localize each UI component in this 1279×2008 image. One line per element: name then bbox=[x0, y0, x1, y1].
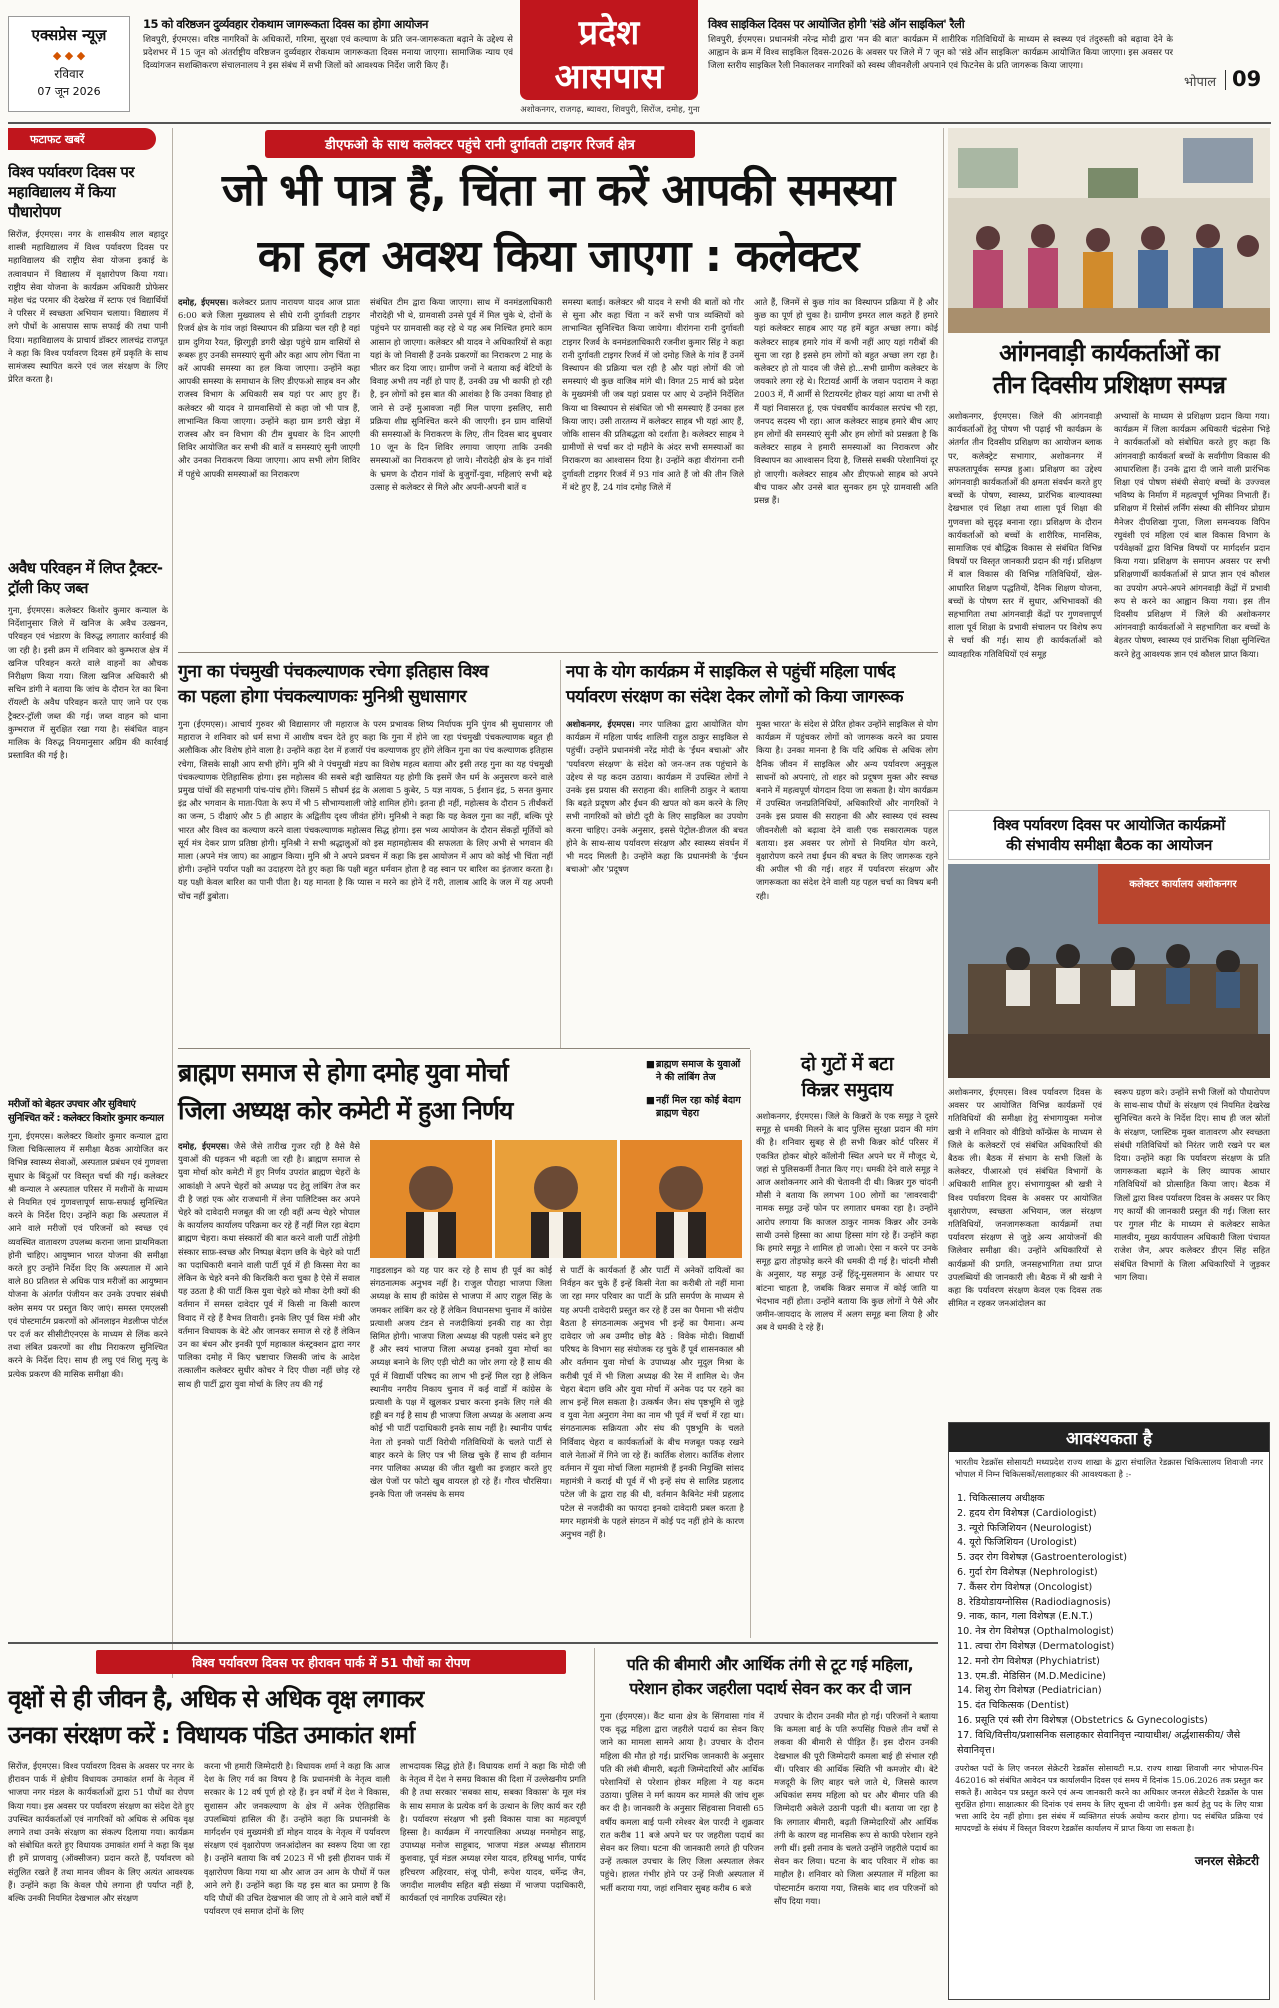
guna-rule bbox=[560, 660, 561, 1048]
brahmin-dateline: दमोह, ईएमएस। bbox=[178, 1141, 230, 1151]
brand-box bbox=[8, 16, 130, 112]
anganwadi-photo bbox=[948, 128, 1270, 333]
classified-box bbox=[948, 1422, 1270, 2000]
lead-headline-1: जो भी पात्र हैं, चिंता ना करें आपकी समस्या bbox=[221, 165, 895, 216]
classified-intro: भारतीय रेडक्रॉस सोसायटी मध्यप्रदेश राज्य शाखा के द्वारा संचालित रेडक्रास चिकित्सालय शिवाजी नगर भोपाल में निम्न चिकित्सकों/सलाहकार की आवश्यकता है :- bbox=[955, 1457, 1263, 1479]
page-number: 09 bbox=[1232, 67, 1262, 91]
masthead-rule bbox=[8, 122, 1271, 124]
list-item: 8. रेडियोडायग्नोसिस (Radiodiagnosis) bbox=[957, 1596, 1111, 1608]
lead-kicker bbox=[265, 130, 695, 158]
review-photo bbox=[948, 864, 1270, 1078]
lead-col1-text: कलेक्टर प्रताप नारायण यादव आज प्रातः 6:00 बजे जिला मुख्यालय से सीधे रानी दुर्गावती टाइगर रिजर्व क्षेत्र के गांव जहां विस्थापन की प्रक्रिया चल रही है वहां ग्राम दुगिया रैयत, झिरगुड़ी डगरी खेड़ा पहुंचे ग्राम वासियों से रूबरू हुए उनकी समस्याएं सुनी और कहा आप लोग चिंता ना करें आपकी समस्या का हल किया जाएगा। उन्होंने कहा आपकी समस्या के समाधान के लिए डीएफओ साहब वन और राजस्व विभाग के अधिकारी सब यहां पर आए हुए हैं। कलेक्टर श्री यादव ने ग्रामवासियों से कहा जो भी पात्र हैं, लाभान्वित किया जाएगा। उन्होंने कहा ग्राम डगरी खेड़ा में राजस्व और वन विभाग की टीम बुधवार के दिन आएगी शिविर आयोजित कर सभी की बातें व समस्याएं सुनी जाएगी और उनका निराकरण किया जाएगा। आप सभी लोग शिविर में पहुंचे आपकी समस्याओं का निराकरण bbox=[178, 297, 360, 479]
sidebar bbox=[8, 128, 168, 1678]
lead-dateline: दमोह, ईएमएस। bbox=[178, 297, 229, 307]
list-item: 7. कैंसर रोग विशेषज्ञ (Oncologist) bbox=[957, 1581, 1093, 1593]
brief-cycle-rally bbox=[708, 16, 1173, 112]
tree-rule bbox=[594, 1648, 595, 2000]
list-item: 15. दंत चिकित्सक (Dentist) bbox=[957, 1700, 1070, 1712]
portrait-photos bbox=[370, 1140, 742, 1258]
brahmin-col1-text: जैसे जैसे तारीख गुजर रही है वैसे वैसे युवाओं की धड़कन भी बढ़ती जा रही है। ब्राह्मण समाज से युवा मोर्चा कोर कमेटी में हुए निर्णय उपरांत ब्राह्मण चेहरों के आकांक्षी ने अपने चेहरों को अध्यक्ष पद हेतु लांबिंग तेज कर दी है जहां एक ओर राजधानी में लेना पालिटिक्स कर अपने चेहरे को दावेदारी मजबूत की जा रही वहीं अन्य चेहरे भोपाल के कार्यालय कार्यालय परिक्रमा कर रहे हैं नहीं मिल रहा बेदाग ब्राह्मण चेहरा। कथा संस्कारों की बात करने वाली पार्टी तोड़ेगी संस्कार साफ़-स्वच्छ और निष्पक्ष बेदाग छवि के चेहरे को पार्टी का पदाधिकारी बनाने वाली पार्टी पूर्व में ही किस्सा मेरा का लेकिन के चेहरे बनने की किरकिरी करा चुका है ऐसे में सवाल यह उठता है की पार्टी किस युवा चेहरे को मौका देगी क्यों की वर्तमान में समस्त दावेदार पूर्व में किसी ना किसी कारण विवाद में रहे हैं वैभव तिवारी। इनके लिए पूर्व विस मंत्री और वर्तमान विधायक के बेटे और जानकर समाज से रहे हैं लेकिन उन का बंधन और इनकी पूर्ण महाकाल कंस्ट्रक्शन द्वारा नगर पालिका दमोह में किए भ्रष्टाचार जिसकी जांच के आदेश तत्कालीन कलेक्टर सुधीर कोचर ने दिए पीछा नहीं छोड़ रहे साथ ही पार्टी द्वारा युवा मोर्चा के लिए तय की गई bbox=[178, 1141, 360, 1389]
list-item: 12. मनो रोग विशेषज्ञ (Phychiatrist) bbox=[957, 1655, 1100, 1667]
tree-headline-1: वृक्षों से ही जीवन है, अधिक से अधिक वृक्ष लगाकर bbox=[8, 1685, 424, 1713]
section-title-line2: आसपास bbox=[554, 57, 664, 97]
section-title-box bbox=[520, 0, 698, 118]
kinnar-headline-2: किन्नर समुदाय bbox=[801, 1079, 893, 1101]
anganwadi-headline-2: तीन दिवसीय प्रशिक्षण सम्पन्न bbox=[993, 371, 1225, 399]
husband-headline-2: परेशान होकर जहरीला पदार्थ सेवन कर कर दी जान bbox=[629, 1679, 911, 1698]
list-item: 9. नाक, कान, गला विशेषज्ञ (E.N.T.) bbox=[957, 1611, 1093, 1623]
husband-headline-1: पति की बीमारी और आर्थिक तंगी से टूट गई महिला, bbox=[626, 1655, 914, 1674]
brief-body: शिवपुरी, ईएमएस। प्रधानमंत्री नरेन्द्र मोदी द्वारा 'मन की बात' कार्यक्रम में शारीरिक गतिविधियों के माध्यम से स्वस्थ्य एवं तंदुरुस्ती को बढ़ावा देने के आह्वान के क्रम में विश्व साइकिल दिवस-2026 के अवसर पर जिले में 7 जून को 'संडे ऑन साइकिल' कार्यक्रम आयोजित किया जाएगा। इस अवसर पर जिला स्तरीय साइकिल रैली निकालकर नागरिकों को स्वस्थ जीवनशैली अपनाने एवं फिटनेस के प्रति जागरूक किया जाएगा। bbox=[708, 35, 1173, 71]
list-item: 11. त्वचा रोग विशेषज्ञ (Dermatologist) bbox=[957, 1640, 1115, 1652]
brahmin-sidebar bbox=[646, 1058, 746, 1120]
brief-body: शिवपुरी, ईएमएस। वरिष्ठ नागरिकों के अधिकारों, गरिमा, सुरक्षा एवं कल्याण के प्रति जन-जागरूकता बढ़ाने के उद्देश्य से प्रदेशभर में 15 जून को अंतर्राष्ट्रीय वरिष्ठजन दुर्व्यवहार रोकथाम जागरूकता दिवस मनाया जाएगा। सामाजिक न्याय एवं दिव्यांगजन सशक्तिकरण संचालनालय ने इस संबंध में सभी जिलों को आवश्यक निर्देश जारी किए हैं। bbox=[143, 35, 513, 71]
brand-date: 07 जून 2026 bbox=[37, 85, 101, 98]
page-city: भोपाल bbox=[1184, 75, 1217, 90]
guna-headline-2: का पहला होगा पंचकल्याणकः मुनिश्री सुधासागर bbox=[178, 687, 467, 707]
brand-name: एक्सप्रेस न्यूज़ bbox=[31, 26, 107, 44]
mid-rule bbox=[178, 1048, 750, 1049]
classified-signature: जनरल सेक्रेटरी bbox=[1194, 1854, 1259, 1869]
classified-list bbox=[949, 1492, 1269, 1758]
bullet-icon: ■ bbox=[646, 1059, 655, 1070]
brief-headline: 15 को वरिष्ठजन दुर्व्यवहार रोकथाम जागरूकता दिवस का होगा आयोजन bbox=[143, 17, 428, 31]
lead-col-2: संबंधित टीम द्वारा किया जाएगा। साथ में वनमंडलाधिकारी नौरादेही भी थे, ग्रामवासी उनसे पूर्व में मिल चुके थे, दोनों के पहुंचने पर ग्रामवासी कह रहे थे यह अब निश्चित हमारे काम आसान हो जाएगा। कलेक्टर श्री यादव ने अधिकारियों से कहा यहां के जो निवासी हैं उनके प्रकरणों का निराकरण 2 माह के भीतर कर दिया जाए। ग्रामीण जनों ने बताया कई बेटियों के विवाह अभी तय नहीं हो पाए हैं, उनकी उम्र भी काफी हो रही है, इन लोगों को इस बात की आशंका है कि उनका विवाह हो जाने से उन्हें मुआवजा नहीं मिल पाएगा इसलिए, सारी प्रक्रिया शीघ्र सुनिश्चित करने की जाएगी। इन ग्राम वासियों की समस्याओं के निराकरण के लिए, तीन दिवस बाद बुधवार 10 जून के दिन शिविर लगाया जाएगा ताकि उनकी समस्याओं का निराकरण हो जाये। नौरादेही क्षेत्र के इन गांवों के भ्रमण के दौरान गांवों के बुजुर्गों-युवा, महिलाएं सभी बढ़े उत्साह से कलेक्टर से मिले और अपनी-अपनी बातें व bbox=[370, 297, 552, 492]
list-item: 2. हृदय रोग विशेषज्ञ (Cardiologist) bbox=[957, 1507, 1097, 1519]
tree-headline-2: उनका संरक्षण करें : विधायक पंडित उमाकांत शर्मा bbox=[8, 1721, 415, 1749]
list-item: 16. प्रसूति एवं स्त्री रोग विशेषज्ञ (Obstetrics & Gynecologists) bbox=[957, 1714, 1208, 1726]
tree-col-3: लाभदायक सिद्ध होते हैं। विधायक शर्मा ने कहा कि मोदी जी के नेतृत्व में देश ने समग्र विकास की दिशा में उल्लेखनीय प्रगति की है तथा सरकार 'सबका साथ, सबका विकास' के मूल मंत्र के साथ समाज के प्रत्येक वर्ग के उत्थान के लिए कार्य कर रही है। पर्यावरण संरक्षण भी इसी विकास यात्रा का महत्वपूर्ण हिस्सा है। कार्यक्रम में नगरपालिका अध्यक्ष मनमोहन साहू, उपाध्यक्ष मनोज साहूबाद, भाजपा मंडल अध्यक्ष सीताराम कुशवाह, पूर्व मंडल अध्यक्ष रमेश यादव, हरिबक्षु भार्गव, पार्षद हरिचरण अहिरवार, संजू पोनी, रूपेश यादव, धर्मेन्द्र जैन, जगदीश मालवीय सहित बड़ी संख्या में भाजपा पदाधिकारी, कार्यकर्ता एवं नागरिक उपस्थित रहे। bbox=[400, 1761, 586, 1904]
lead-kicker-text: डीएफओ के साथ कलेक्टर पहुंचे रानी दुर्गावती टाइगर रिजर्व क्षेत्र bbox=[325, 137, 635, 153]
tree-col-1: सिरोंज, ईएमएस। विश्व पर्यावरण दिवस के अवसर पर नगर के हीरावन पार्क में क्षेत्रीय विधायक उमाकांत शर्मा के नेतृत्व में भाजपा नगर मंडल के कार्यकर्ताओं द्वारा 51 पौधों का रोपण किया गया। इस अवसर पर पर्यावरण संरक्षण का संदेश देते हुए उपस्थित कार्यकर्ताओं एवं नागरिकों को अधिक से अधिक वृक्ष लगाने तथा उनके संरक्षण का संकल्प दिलाया गया। कार्यक्रम को संबोधित करते हुए विधायक उमाकांत शर्मा ने कहा कि वृक्ष ही हमें प्राणवायु (ऑक्सीजन) प्रदान करते हैं, पर्यावरण को संतुलित रखते हैं तथा मानव जीवन के लिए अत्यंत आवश्यक हैं। उन्होंने कहा कि केवल पौधे लगाना ही पर्याप्त नहीं है, बल्कि उनकी नियमित देखभाल और संरक्षण bbox=[8, 1761, 194, 1904]
brief-elder-abuse bbox=[143, 16, 513, 112]
anganwadi-headline-1: आंगनवाड़ी कार्यकर्ताओं का bbox=[999, 339, 1219, 367]
review-col-2: स्वरूप ग्रहण करे। उन्होंने सभी जिलों को पौधारोपण के साथ-साथ पौधों के संरक्षण एवं नियमित देखरेख सुनिश्चित करने के निर्देश दिए। साथ ही जल स्रोतों के संरक्षण, प्लास्टिक मुक्त वातावरण और स्वच्छता संबंधी गतिविधियों को निरंतर जारी रखने पर बल दिया। उन्होंने कहा कि पर्यावरण संरक्षण के प्रति जागरूकता बढ़ाने के लिए व्यापक आधार गतिविधियों को प्रोत्साहित किया जाए। बैठक में जिलों द्वारा विश्व पर्यावरण दिवस के अवसर पर किए गए कार्यों की जानकारी प्रस्तुत की गई। जिला स्तर पर गुगल मीट के माध्यम से कलेक्टर साकेत मालवीय, मुख्य कार्यपालन अधिकारी जिला पंचायत राजेश जैन, अपर कलेक्टर डीएन सिंह सहित संबंधित विभागों के जिला अधिकारियों ने जुड़कर भाग लिया। bbox=[1114, 1087, 1270, 1282]
husband-col-1: गुना (ईएमएस)। कैंट थाना क्षेत्र के सिंगवासा गांव में एक वृद्ध महिला द्वारा जहरीले पदार्थ का सेवन किए जाने का मामला सामने आया है। उपचार के दौरान महिला की मौत हो गई। प्रारंभिक जानकारी के अनुसार पति की लंबी बीमारी, बढ़ती जिम्मेदारियों और आर्थिक परेशानियों से परेशान होकर महिला ने यह कदम उठाया। पुलिस ने मर्ग कायम कर मामले की जांच शुरू कर दी है। जानकारी के अनुसार सिंहवासा निवासी 65 वर्षीय कमला बाई पत्नी रमेश्वर बेल पारदी ने शुक्रवार रात करीब 11 बजे अपने घर पर जहरीला पदार्थ का सेवन कर लिया। घटना की जानकारी लगते ही परिजन उन्हें तत्काल उपचार के लिए जिला अस्पताल लेकर पहुंचे। हालत गंभीर होने पर उन्हें निजी अस्पताल में भर्ती कराया गया, जहां शनिवार सुबह करीब 6 बजे bbox=[600, 1711, 764, 1893]
bullet-icon: ■ bbox=[646, 1095, 655, 1106]
diamond-icon: ◆ ◆ ◆ bbox=[52, 49, 86, 62]
lead-headline-2: का हल अवश्य किया जाएगा : कलेक्टर bbox=[257, 231, 859, 282]
list-item: 10. नेत्र रोग विशेषज्ञ (Opthalmologist) bbox=[957, 1626, 1114, 1638]
lead-bottom-rule bbox=[178, 652, 938, 653]
husband-col-2: उपचार के दौरान उनकी मौत हो गई। परिजनों ने बताया कि कमला बाई के पति रूपसिंह पिछले तीन वर्षों से लकवा की बीमारी से पीड़ित हैं। इस दौरान उनकी देखभाल की पूरी जिम्मेदारी कमला बाई ही संभाल रही थीं। परिवार की आर्थिक स्थिति भी कमजोर थी। बेटे मजदूरी के लिए बाहर चले जाते थे, जिससे कारण अधिकांश समय महिला को घर और बीमार पति की जिम्मेदारी अकेले उठानी पड़ती थी। बताया जा रहा है कि लगातार बीमारी, बढ़ती जिम्मेदारियों और आर्थिक तंगी के कारण वह मानसिक रूप से काफी परेशान रहने लगी थीं। इसी तनाव के चलते उन्होंने जहरीले पदार्थ का सेवन कर लिया। घटना के बाद परिवार में शोक का माहौल है। शनिवार को जिला अस्पताल में महिला का पोस्टमार्टम कराया गया, जिसके बाद शव परिजनों को सौंप दिया गया। bbox=[774, 1711, 938, 1906]
guna-body: गुना (ईएमएस)। आचार्य गुरुवर श्री विद्यासागर जी महाराज के परम प्रभावक शिष्य निर्यापक मुनि पुंगव श्री सुधासागर जी महाराज ने शनिवार को धर्म सभा में आशीष वचन देते हुए कहा कि गुना में होने जा रहा पंचमुखी पंचकल्याणक बहुत ही अलौकिक और विशेष होने वाला है। उन्होंने कहा देश में हजारों पंच कल्याणक हुए होंगे लेकिन गुना का पंच कल्याणक इतिहास रचेगा, जिसके साक्षी आप सभी होंगे। मुनि श्री ने पंचमुखी मंडप का विशेष महत्व बताया और इसी तरह गुना का यह पंचमुखी पंचकल्याणक ऐतिहासिक होगा। इस महोत्सव की सबसे बड़ी खासियत यह होगी कि इसमें जैन धर्म के अनुसरण करने वाले प्रमुख पांचों की सहभागी पांच-पांच होंगे। जिसमें 5 सौधर्म इंद्र के अलावा 5 कुबेर, 5 यज्ञ नायक, 5 ईशान इंद्र, 5 सनत कुमार इंद्र और भगवान के माता-पिता के रूप में भी 5 सौभाग्यशाली जोड़े शामिल होंगे। इतना ही नहीं, महोत्सव के दौरान 5 तीर्थंकरों का जन्म, 5 दीक्षाएं और 5 ही आहार के अद्वितीय दृश्य जीवंत होंगे। मुनिश्री ने कहा कि यह केवल गुना का नहीं, बल्कि पूरे भारत और विश्व का कल्याण करने वाला पंचकल्याणक महोत्सव सिद्ध होगा। इस भव्य आयोजन के दौरान सेंकड़ों मूर्तियों को सूर्य मंत्र देकर प्राण प्रतिष्ठा होगी। मुनिश्री ने सभी श्रद्धालुओं को इस महामहोत्सव की सफलता के लिए अभी से भगवान की माला (अपने मंत्र जाप) का आह्वान किया। मुनि श्री ने अपने प्रवचन में कहा कि इस आयोजन में आप को कोई भी चिंता नहीं होगी। उन्होंने पर्याप्त पक्षी का उदाहरण देते हुए कहा कि पक्षी बहुत धर्मवान होता है वह स्वान पर बारिश का इंतजार करता है। यह पक्षी केवल बारिश का पानी पीता है। यह मानता है कि प्यास न मरने का होने दें गरी, तालाब आदि के जल में यह अपनी चोंच नहीं डुबोता। bbox=[178, 719, 553, 901]
review-headline-1: विश्व पर्यावरण दिवस पर आयोजित कार्यक्रमों bbox=[993, 816, 1225, 834]
kinnar-headline-1: दो गुटों में बटा bbox=[800, 1053, 894, 1075]
list-item: 1. चिकित्सालय अधीक्षक bbox=[957, 1493, 1045, 1504]
classified-footer: उपरोक्त पदों के लिए जनरल सेक्रेटरी रेडक्रॉस सोसायटी म.प्र. राज्य शाखा शिवाजी नगर भोपाल-पिन 462016 को संबंधित आवेदन पत्र कार्यालयीन दिवस एवं समय में दिनांक 15.06.2026 तक प्रस्तुत कर सकते हैं। आवेदन पत्र प्रस्तुत करने एवं अन्य जानकारी करने का अधिकार जनरल सेक्रेटरी रेडक्रॉस के पास सुरक्षित होगा। साक्षात्कार की दिनांक एवं समय के लिए सूचना दी जायेगी। इस कार्य हेतु पद के लिए यात्रा भत्ता आदि देय नहीं होगा। इस संबंध में व्यक्तिगत संपर्क अयोग्य करार होगा। पद संबंधित प्रक्रिया एवं मापदण्डों के संबंध में विस्तृत विवरण रेडक्रॉस कार्यालय में प्राप्त किया जा सकता है। bbox=[955, 1763, 1263, 1834]
brahmin-headline-2: जिला अध्यक्ष कोर कमेटी में हुआ निर्णय bbox=[178, 1096, 513, 1125]
napa-headline-1: नपा के योग कार्यक्रम में साइकिल से पहुंचीं महिला पार्षद bbox=[566, 662, 895, 682]
districts-line: अशोकनगर, राजगढ़, ब्यावरा, शिवपुरी, सिरोंज, दमोह, गुना bbox=[520, 105, 700, 115]
list-item: 4. यूरो फिजिशियन (Urologist) bbox=[957, 1537, 1077, 1549]
lead-col-4: आते हैं, जिनमें से कुछ गांव का विस्थापन प्रक्रिया में है और कुछ का पूर्ण हो चुका है। ग्रामीण इमरत लाल कहते हैं हमारे यहां कलेक्टर साहब आए यह हमें बहुत अच्छा लगा। कोई कलेक्टर साहब हमारे गांव में कभी नहीं आए यहां गरीबों की सुना जा रहा है इससे हम लोगों को बहुत अच्छा लग रहा है। कलेक्टर हो तो यादव जी जैसे हो...सभी ग्रामीण कलेक्टर के जयकारे लगा रहे थे। रिटायर्ड आर्मी के जवान पदाराम ने कहा 2003 में, मैं आर्मी से रिटायरमेंट होकर यहां आया था तभी से मैं यहां निवासरत हूं, एक पंचवर्षीय कार्यकाल सरपंच भी रहा, जनपद सदस्य भी रहा। आज कलेक्टर साहब हमारे बीच आए हम लोगों की समस्याएं सुनी और हम लोगों को प्रसन्नता है कि कलेक्टर साहब ने हमारी समस्याओं का निराकरण और विस्थापन का आश्वासन दिया है, जिससे सबकी परेशानियां दूर हो जाएगी। कलेक्टर साहब और डीएफओ साहब को अपने बीच पाकर और उनसे बात सुनकर हम पूरे ग्रामवासी अति प्रसन्न हैं। bbox=[754, 297, 938, 506]
review-box bbox=[948, 810, 1270, 860]
guna-headline-1: गुना का पंचमुखी पंचकल्याणक रचेगा इतिहास विश्व bbox=[178, 662, 489, 682]
brahmin-side-1-text: ब्राह्मण समाज के युवाओं ने की लांबिंग तेज bbox=[656, 1059, 741, 1083]
right-rule bbox=[943, 128, 944, 1186]
page-divider bbox=[1225, 70, 1226, 90]
sidebar-story3-headline: मरीजों को बेहतर उपचार और सुविधाएं सुनिश्चित करें : कलेक्टर किशोर कुमार कन्याल bbox=[8, 1099, 164, 1124]
tree-col-2: करना भी हमारी जिम्मेदारी है। विधायक शर्मा ने कहा कि आज देश के लिए गर्व का विषय है कि प्रधानमंत्री के नेतृत्व वाली सरकार के 12 वर्ष पूर्ण हो रहे हैं। इन वर्षों में देश ने विकास, सुशासन और जनकल्याण के क्षेत्र में अनेक ऐतिहासिक उपलब्धियां हासिल की हैं। उन्होंने कहा कि प्रधानमंत्री के मार्गदर्शन एवं मुख्यमंत्री डॉ मोहन यादव के नेतृत्व में पर्यावरण संरक्षण एवं वृक्षारोपण जनआंदोलन का स्वरूप दिया जा रहा है। उन्होंने बताया कि वर्ष 2023 में भी इसी हीरावन पार्क में वृक्षारोपण किया गया था और आज उन आम के पौधों में फल आने लगे हैं। उन्होंने कहा कि यह इस बात का प्रमाण है कि यदि पौधों की उचित देखभाल की जाए तो वे आने वाले वर्षों में पर्यावरण एवं समाज दोनों के लिए bbox=[204, 1761, 390, 1917]
brahmin-side-2 bbox=[646, 1094, 746, 1120]
meeting-room-image bbox=[948, 864, 1270, 1078]
sidebar-story1-body: सिरोंज, ईएमएस। नगर के शासकीय लाल बहादुर शास्त्री महाविद्यालय में विश्व पर्यावरण दिवस पर महाविद्यालय की राष्ट्रीय सेवा योजना इकाई के तत्वावधान में विद्यालय में वृक्षारोपण किया गया। राष्ट्रीय सेवा योजना के कार्यक्रम अधिकारी प्रोफेसर महेश चंद्र परमार की देखरेख में स्टाफ एवं विद्यार्थियों ने परिसर में स्वच्छता अभियान चलाया। विद्यालय में लगे पौधों के आसपास साफ सफाई की तथा पानी दिया। महाविद्यालय के प्राचार्य डॉक्टर लालचंद्र राजपूत ने कहा कि विश्व पर्यावरण दिवस हमें प्रकृति के साथ सामंजस्य स्थापित करने एवं जल संरक्षण के लिए प्रेरित करता है। bbox=[8, 229, 168, 385]
bottom-rule bbox=[8, 1642, 938, 1644]
sidebar-story2-headline: अवैध परिवहन में लिप्त ट्रैक्टर-ट्रॉली किए जब्त bbox=[8, 559, 163, 597]
section-title-line1: प्रदेश bbox=[578, 13, 640, 53]
sidebar-story3-body: गुना, ईएमएस। कलेक्टर किशोर कुमार कन्याल द्वारा जिला चिकित्सालय में समीक्षा बैठक आयोजित कर विभिन्न स्वास्थ्य सेवाओं, अस्पताल प्रबंधन एवं गुणवत्ता सुधार के बिंदुओं पर विस्तृत चर्चा की गई। कलेक्टर श्री कन्याल ने अस्पताल परिसर में मशीनों के माध्यम से नियमित एवं गुणवत्तापूर्ण साफ-सफाई सुनिश्चित करने के निर्देश दिए। उन्होंने कहा कि अस्पताल में आने वाले मरीजों एवं परिजनों को स्वच्छ एवं व्यवस्थित वातावरण उपलब्ध कराना जाना प्राथमिकता होनी चाहिए। आयुष्मान भारत योजना की समीक्षा करते हुए उन्होंने निर्देश दिए कि अस्पताल में आने वाले 80 प्रतिशत से अधिक पात्र मरीजों का आयुष्मान योजना के अंतर्गत पंजीयन कर उनके उपचार संबंधी क्लेम समय पर प्रस्तुत किए जाएं। समस्त एमएलसी एवं पोस्टमार्टम प्रकरणों को ऑनलाइन मेडलीप्स पोर्टल पर दर्ज कर सीसीटीएनएस के माध्यम से लिंक करने तथा लंबित प्रकरणों का शीघ्र निराकरण सुनिश्चित करने के निर्देश दिए। साथ ही लघु एवं शिशु मृत्यु के प्रत्येक प्रकरण की मासिक समीक्षा की। bbox=[8, 1131, 168, 1379]
lead-col-1 bbox=[178, 296, 360, 646]
brahmin-col-3: से पार्टी के कार्यकर्ता हैं और पार्टी में अनेकों दायित्वों का निर्वहन कर चुके हैं इन्हें किसी नेता का करीबी तो नहीं माना जा रहा मगर परिवार का पार्टी के प्रति समर्पण के माध्यम से यह अपनी दावेदारी प्रस्तुत कर रहे हैं उस का पैमाना भी संदीप बैठता है संगठनात्मक अनुभव भी इन्हें का पैमाना। अन्य दावेदार जो अब उम्मीद छोड़ बैठे : विवेक मोदी। विद्यार्थी परिषद के विभाग सह संयोजक रह चुके हैं पूर्व शासनकाल श्री और वर्तमान युवा मोर्चा के उपाध्यक्ष और मुदुल मिश्रा के करीबी पूर्व में भी जिला अध्यक्ष की रेस में शामिल थे। जैन चेहरा बेदाग छवि और युवा मोर्चा में अनेक पद पर रहने का लाभ इन्हें मिल सकता है। उत्कर्षन जैन। संघ पृष्ठभूमि से जुड़े व युवा नेता अनुराग नेमा का नाम भी पूर्व में चर्चा में रहा था। संगठनात्मक सक्रियता और संघ की पृष्ठभूमि के चलते निर्विवाद चेहरा व कार्यकर्ताओं के बीच मजबूत पकड़ रखने वाले नेताओं में गिने जा रहे हैं। कार्तिक शेलार। कार्तिक शेलार वर्तमान में युवा मोर्चा जिला महामंत्री हैं इनकी नियुक्ति सांसद महामंत्री ने कराई थी पूर्व में भी इन्हें संघ से सालिड प्रहलाद पटेल जी के द्वारा राह की थी, वर्तमान कैबिनेट मंत्री प्रहलाद पटेल से नजदीकी का फायदा इनको दावेदारी प्रबल करता है मगर महामंत्री के पहले संगठन में कोई पद नहीं होने के कारण अनुभव नहीं है। bbox=[560, 1265, 744, 1540]
brahmin-col-1 bbox=[178, 1140, 360, 1634]
list-item: 5. उदर रोग विशेषज्ञ (Gastroenterologist) bbox=[957, 1552, 1127, 1564]
napa-headline-2: पर्यावरण संरक्षण का संदेश देकर लोगों को किया जागरूक bbox=[566, 687, 903, 707]
brahmin-side-2-text: नहीं मिल रहा कोई बेदाग ब्राह्मण चेहरा bbox=[656, 1095, 741, 1119]
list-item: 14. शिशु रोग विशेषज्ञ (Pediatrician) bbox=[957, 1685, 1102, 1697]
tree-tagline-text: विश्व पर्यावरण दिवस पर हीरावन पार्क में 51 पौधों का रोपण bbox=[192, 1655, 470, 1670]
sidebar-tag-label: फटाफट खबरें bbox=[30, 133, 85, 146]
sidebar-story1-headline: विश्व पर्यावरण दिवस पर महाविद्यालय में किया पौधारोपण bbox=[8, 163, 135, 221]
review-banner: कलेक्टर कार्यालय अशोकनगर bbox=[1129, 879, 1237, 890]
training-room-image bbox=[948, 128, 1270, 333]
lead-col-3: समस्या बताई। कलेक्टर श्री यादव ने सभी की बातों को गौर से सुना और कहा चिंता न करें सभी पात्र व्यक्तियों को लाभान्वित सुनिश्चित किया जायेगा। वीरांगना रानी दुर्गावती टाइगर रिजर्व के वनमंडलाधिकारी रजनीश कुमार सिंह ने कहा रानी दुर्गावती टाइगर रिजर्व में जो दमोह जिले के गांव हैं उनमें विस्थापन की प्रक्रिया चल रही है और यहां लोगों की जो समस्याएं थी कुछ वाजिब मांगे थी। विगत 25 मार्च को प्रदेश के मुख्यमंत्री जी जब यहां प्रवास पर आए थे उन्होंने निर्देशित किया था विस्थापन से संबंधित जो भी समस्याएं हैं उनका हल किया जाए। उसी तारतम्य में कलेक्टर साहब भी यहां आए हैं, जोकि शासन की प्रतिबद्धता को दर्शाता है। कलेक्टर साहब ने ग्रामीणों से चर्चा कर दो महीने के अंदर सभी समस्याओं का निराकरण का आश्वासन दिया है। उन्होंने कहा वीरांगना रानी दुर्गावती टाइगर रिजर्व में 93 गांव आते हैं जो की तीन जिले में बंटे हुए हैं, 24 गांव दमोह जिले में bbox=[562, 297, 744, 492]
brand-day: रविवार bbox=[54, 67, 84, 81]
anganwadi-col-2: अभ्यासों के माध्यम से प्रशिक्षण प्रदान किया गया। कार्यक्रम में जिला कार्यक्रम अधिकारी चंद्रसेना भिड़े ने कार्यकर्ताओं को संबोधित करते हुए कहा कि आंगनवाड़ी कार्यकर्ता बच्चों के सर्वांगीण विकास की आधारशिला हैं। उनके द्वारा दी जाने वाली प्रारंभिक शिक्षा एवं पोषण संबंधी सेवाएं बच्चों के उज्ज्वल भविष्य के निर्माण में महत्वपूर्ण भूमिका निभाती हैं। प्रशिक्षण में रिसोर्स लर्निंग संस्था की सीनियर प्रोग्राम मैनेजर दीपशिखा गुप्ता, जिला समन्वयक विपिन रघुवंशी एवं महिला एवं बाल विकास विभाग के पर्यवेक्षकों द्वारा विभिन्न विषयों पर मार्गदर्शन प्रदान किया गया। प्रशिक्षण के समापन अवसर पर सभी प्रशिक्षणार्थी कार्यकर्ताओं से प्राप्त ज्ञान एवं कौशल का उपयोग अपने-अपने आंगनवाड़ी केंद्रों में प्रभावी रूप से करने का आह्वान किया गया। इस तीन दिवसीय प्रशिक्षण में जिले की अशोकनगर आंगनवाड़ी कार्यकर्ताओं ने सहभागिता कर बच्चों के बेहतर पोषण, स्वास्थ्य एवं प्रारंभिक शिक्षा सुनिश्चित करने हेतु आवश्यक ज्ञान एवं कौशल प्राप्त किया। bbox=[1114, 411, 1270, 659]
anganwadi-col-1: अशोकनगर, ईएमएस। जिले की आंगनवाड़ी कार्यकर्ताओं हेतु पोषण भी पढ़ाई भी कार्यक्रम के अंतर्गत तीन दिवसीय प्रशिक्षण का आयोजन ब्लाक पर, कलेक्ट्रेट सभागार, अशोकनगर में सफलतापूर्वक सम्पन्न हुआ। प्रशिक्षण का उद्देश्य आंगनवाड़ी कार्यकर्ताओं की क्षमता संवर्धन करते हुए बच्चों के पोषण, स्वास्थ्य, प्रारंभिक बाल्यावस्था देखभाल एवं शिक्षा तथा शाला पूर्व शिक्षा की गुणवत्ता को सुदृढ़ बनाना रहा। प्रशिक्षण के दौरान कार्यकर्ताओं को बच्चों के शारीरिक, मानसिक, सामाजिक एवं बौद्धिक विकास से संबंधित विभिन्न विषयों पर विस्तृत जानकारी प्रदान की गई। प्रशिक्षण में बाल विकास की विभिन्न गतिविधियों, खेल-आधारित शिक्षण पद्धतियों, दैनिक शिक्षण योजना, बच्चों के पोषण स्तर में सुधार, अभिभावकों की सहभागिता तथा आंगनवाड़ी केंद्रों पर गुणवत्तापूर्ण शाला पूर्व शिक्षा के प्रभावी संचालन पर विशेष रूप से चर्चा की गई। साथ ही कार्यकर्ताओं को व्यावहारिक गतिविधियों एवं समूह bbox=[948, 411, 1102, 659]
brahmin-col-2: गाइडलाइन को यह पार कर रहे है साथ ही पूर्व का कोई संगठनात्मक अनुभव नहीं है। राजुल पौराहा भाजपा जिला अध्यक्ष के साथ ही कांग्रेस से भाजपा में आए राहुल सिंह के जमकर लांबिंग कर रहे हैं लेकिन विधानसभा चुनाव में कांग्रेस प्रत्याशी अजय टंडन से नजदीकियां इनकी राह का रोड़ा सिमित होगी। भाजपा जिला अध्यक्ष की पहली पसंद बने हुए हैं और स्वयं भाजपा जिला अध्यक्ष इनको युवा मोर्चा का अध्यक्ष बनाने के लिए एड़ी चोटी का जोर लगा रहे हैं साथ की पूर्व में विद्यार्थी परिषद का लाभ भी इन्हें मिल रहा है लेकिन स्थानीय नगरीय निकाय चुनाव में कई वार्डों में कांग्रेस के प्रत्याशी के पक्ष में खुलकर प्रचार करना इनके लिए गले की हड्डी बन गई है साथ ही भाजपा जिला अध्यक्ष के अलावा अन्य कोई भी पार्टी पदाधिकारी इनके साथ नहीं है। स्थानीय पार्षद नेता तो इनको पार्टी विरोधी गतिविधियों के चलते पार्टी से बाहर करने के लिए पत्र भी लिख चुके हैं साथ ही वर्तमान नगर पालिका अध्यक्ष की जीत खुशी का इजहार करते हुए खेल पेजों पर फोटो खुब वायरल हो रहे हैं। गौरव चौरसिया। इनके पिता जी जनसंघ के समय bbox=[370, 1265, 552, 1500]
sidebar-rule bbox=[172, 128, 173, 1678]
kinnar-body: अशोकनगर, ईएमएस। जिले के किन्नरों के एक समूह ने दूसरे समूह से धमकी मिलने के बाद पुलिस सुरक्षा प्रदान की मांग की है। शनिवार सुबह से ही सभी किन्नर कोर्ट परिसर में एकत्रित होकर बोहरे कॉलोनी स्थित अपने घर में मौजूद थे, जहां से पुलिसकर्मी तैनात किए गए। धमकी देने वाले समूह ने आज अशोकनगर आने की चेतावनी दी थी। किन्नर गुरु चांदनी मौसी ने बताया कि लगभग 100 लोगों का 'लावरवादी' नामक समूह उन्हें फोन पर लगातार धमका रहा है। उन्होंने आरोप लगाया कि काजल ठाकुर नामक किन्नर और उनके साथी उनसे हिस्सा का आधा हिस्सा मांग रहे हैं। उन्होंने कहा कि हमारे समूह ने शामिल हो जाओ। ऐसा न करने पर उनके समूह द्वारा तोड़फोड़ करने की धमकी दी गई है। चांदनी मौसी के अनुसार, यह समूह उन्हें हिंदू-मुसलमान के आधार पर बांटना चाहता है, जबकि किन्नर समाज में कोई जाति या भेदभाव नहीं होता। उन्होंने बताया कि कुछ लोगों ने पैसे और जमीन-जायदाद के लालच में अलग समूह बना लिया है और अब वे धमकी दे रहे हैं। bbox=[756, 1111, 938, 1333]
classified-title-text: आवश्यकता है bbox=[1065, 1429, 1152, 1449]
sidebar-story2-body: गुना, ईएमएस। कलेक्टर किशोर कुमार कन्याल के निर्देशानुसार जिले में खनिज के अवैध उत्खनन, परिवहन एवं भंडारण के विरुद्ध लगातार कार्रवाई की जा रही है। इसी क्रम में शनिवार को कुम्भराज क्षेत्र में खनिज परिवहन करते वाले वाहनों का औचक निरीक्षण किया गया। जिला खनिज अधिकारी श्री सचिन डांगी ने बताया कि जांच के दौरान रेत का बिना रॉयल्टी के अवैध परिवहन करते पाए जाने पर एक ट्रैक्टर-ट्रॉली जब्त की गई। जब्त वाहन को थाना कुम्भराज में सुरक्षित रखा गया है। संबंधित वाहन मालिक के विरुद्ध नियमानुसार अग्रिम की कार्रवाई प्रस्तावित की गई है। bbox=[8, 605, 168, 761]
brahmin-headline-1: ब्राह्मण समाज से होगा दमोह युवा मोर्चा bbox=[178, 1058, 508, 1087]
classified-title bbox=[949, 1423, 1269, 1452]
list-item: 6. गुर्दा रोग विशेषज्ञ (Nephrologist) bbox=[957, 1566, 1098, 1578]
review-headline-2: की संभावीय समीक्षा बैठक का आयोजन bbox=[1006, 836, 1212, 854]
napa-col-1 bbox=[566, 718, 748, 1044]
sidebar-tag bbox=[8, 128, 156, 150]
list-item: 17. विधि/वित्तीय/प्रशासनिक सलाहकार सेवानिवृत्त न्यायाधीश/ अर्द्धशासकीय/ जैसे सेवानिवृत्त। bbox=[957, 1729, 1241, 1756]
review-col-1: अशोकनगर, ईएमएस। विश्व पर्यावरण दिवस के अवसर पर आयोजित विभिन्न कार्यक्रमों एवं गतिविधियों की समीक्षा हेतु संभागायुक्त मनोज खत्री ने शनिवार को वीडियो कॉन्फ्रेंस के माध्यम से जिले के कलेक्टरों एवं संबंधित अधिकारियों की बैठक ली। बैठक में संभाग के सभी जिलों के कलेक्टर, पीआरओ एवं संबंधित विभागों के अधिकारी शामिल हुए। संभागायुक्त श्री खत्री ने विश्व पर्यावरण दिवस के अवसर पर आयोजित वृक्षारोपण, स्वच्छता अभियान, जल संरक्षण गतिविधियों, जनजागरूकता कार्यक्रमों तथा पर्यावरण संरक्षण से जुड़े अन्य आयोजनों की जिलेवार समीक्षा की। उन्होंने अधिकारियों से कार्यक्रमों की प्रगति, जनसहभागिता तथा प्राप्त उपलब्धियों की जानकारी ली। बैठक में श्री खत्री ने कहा कि पर्यावरण संरक्षण केवल एक दिवस तक सीमित न रहकर जनआंदोलन का bbox=[948, 1087, 1102, 1309]
masthead bbox=[0, 0, 1279, 118]
list-item: 3. न्यूरो फिजिशियन (Neurologist) bbox=[957, 1522, 1092, 1534]
brahmin-side-1 bbox=[646, 1058, 746, 1084]
candidate-portraits-image bbox=[370, 1140, 742, 1258]
brief-headline: विश्व साइकिल दिवस पर आयोजित होगी 'संडे ऑन साइकिल' रैली bbox=[708, 17, 965, 31]
list-item: 13. एम.डी. मेडिसिन (M.D.Medicine) bbox=[957, 1670, 1106, 1682]
napa-dateline: अशोकनगर, ईएमएस। bbox=[566, 719, 635, 729]
napa-col1-text: नगर पालिका द्वारा आयोजित योग कार्यक्रम में महिला पार्षद शालिनी राहुल ठाकुर साइकिल से पहुंचीं। उन्होंने प्रधानमंत्री नरेंद्र मोदी के 'ईंधन बचाओ' और 'पर्यावरण संरक्षण' के संदेश को जन-जन तक पहुंचाने के उद्देश्य से यह कदम उठाया। कार्यक्रम में उपस्थित लोगों ने उनके इस प्रयास की सराहना की। शालिनी ठाकुर ने बताया कि बढ़ते प्रदूषण और ईंधन की खपत को कम करने के लिए सभी नागरिकों को छोटी दूरी के लिए साइकिल का उपयोग करना चाहिए। उनके अनुसार, इससे पेट्रोल-डीजल की बचत होने के साथ-साथ पर्यावरण संरक्षण और स्वास्थ्य संवर्धन में भी मदद मिलती है। उन्होंने कहा कि प्रधानमंत्री के 'ईंधन बचाओ' और 'प्रदूषण bbox=[566, 719, 748, 875]
kinnar-rule bbox=[750, 1050, 751, 1638]
napa-col-2: मुक्त भारत' के संदेश से प्रेरित होकर उन्होंने साइकिल से योग कार्यक्रम में पहुंचकर लोगों को जागरूक करने का प्रयास किया है। उनका मानना है कि यदि अधिक से अधिक लोग दैनिक जीवन में साइकिल और अन्य पर्यावरण अनुकूल साधनों को अपनाएं, तो शहर को प्रदूषण मुक्त और स्वच्छ बनाने में महत्वपूर्ण योगदान दिया जा सकता है। योग कार्यक्रम में उपस्थित जनप्रतिनिधियों, अधिकारियों और नागरिकों ने उनके इस प्रयास की सराहना की और स्वास्थ्य एवं स्वस्थ जीवनशैली को बढ़ावा देने वाली एक सकारात्मक पहल बताया। इस अवसर पर लोगों से नियमित योग करने, वृक्षारोपण करने तथा ईंधन की बचत के लिए जागरूक रहने की अपील भी की गई। शहर में पर्यावरण संरक्षण और जागरूकता का संदेश देने वाली यह पहल चर्चा का विषय बनी रही। bbox=[756, 719, 938, 901]
tree-tagline-bar bbox=[96, 1650, 566, 1674]
lead-body bbox=[178, 296, 938, 646]
